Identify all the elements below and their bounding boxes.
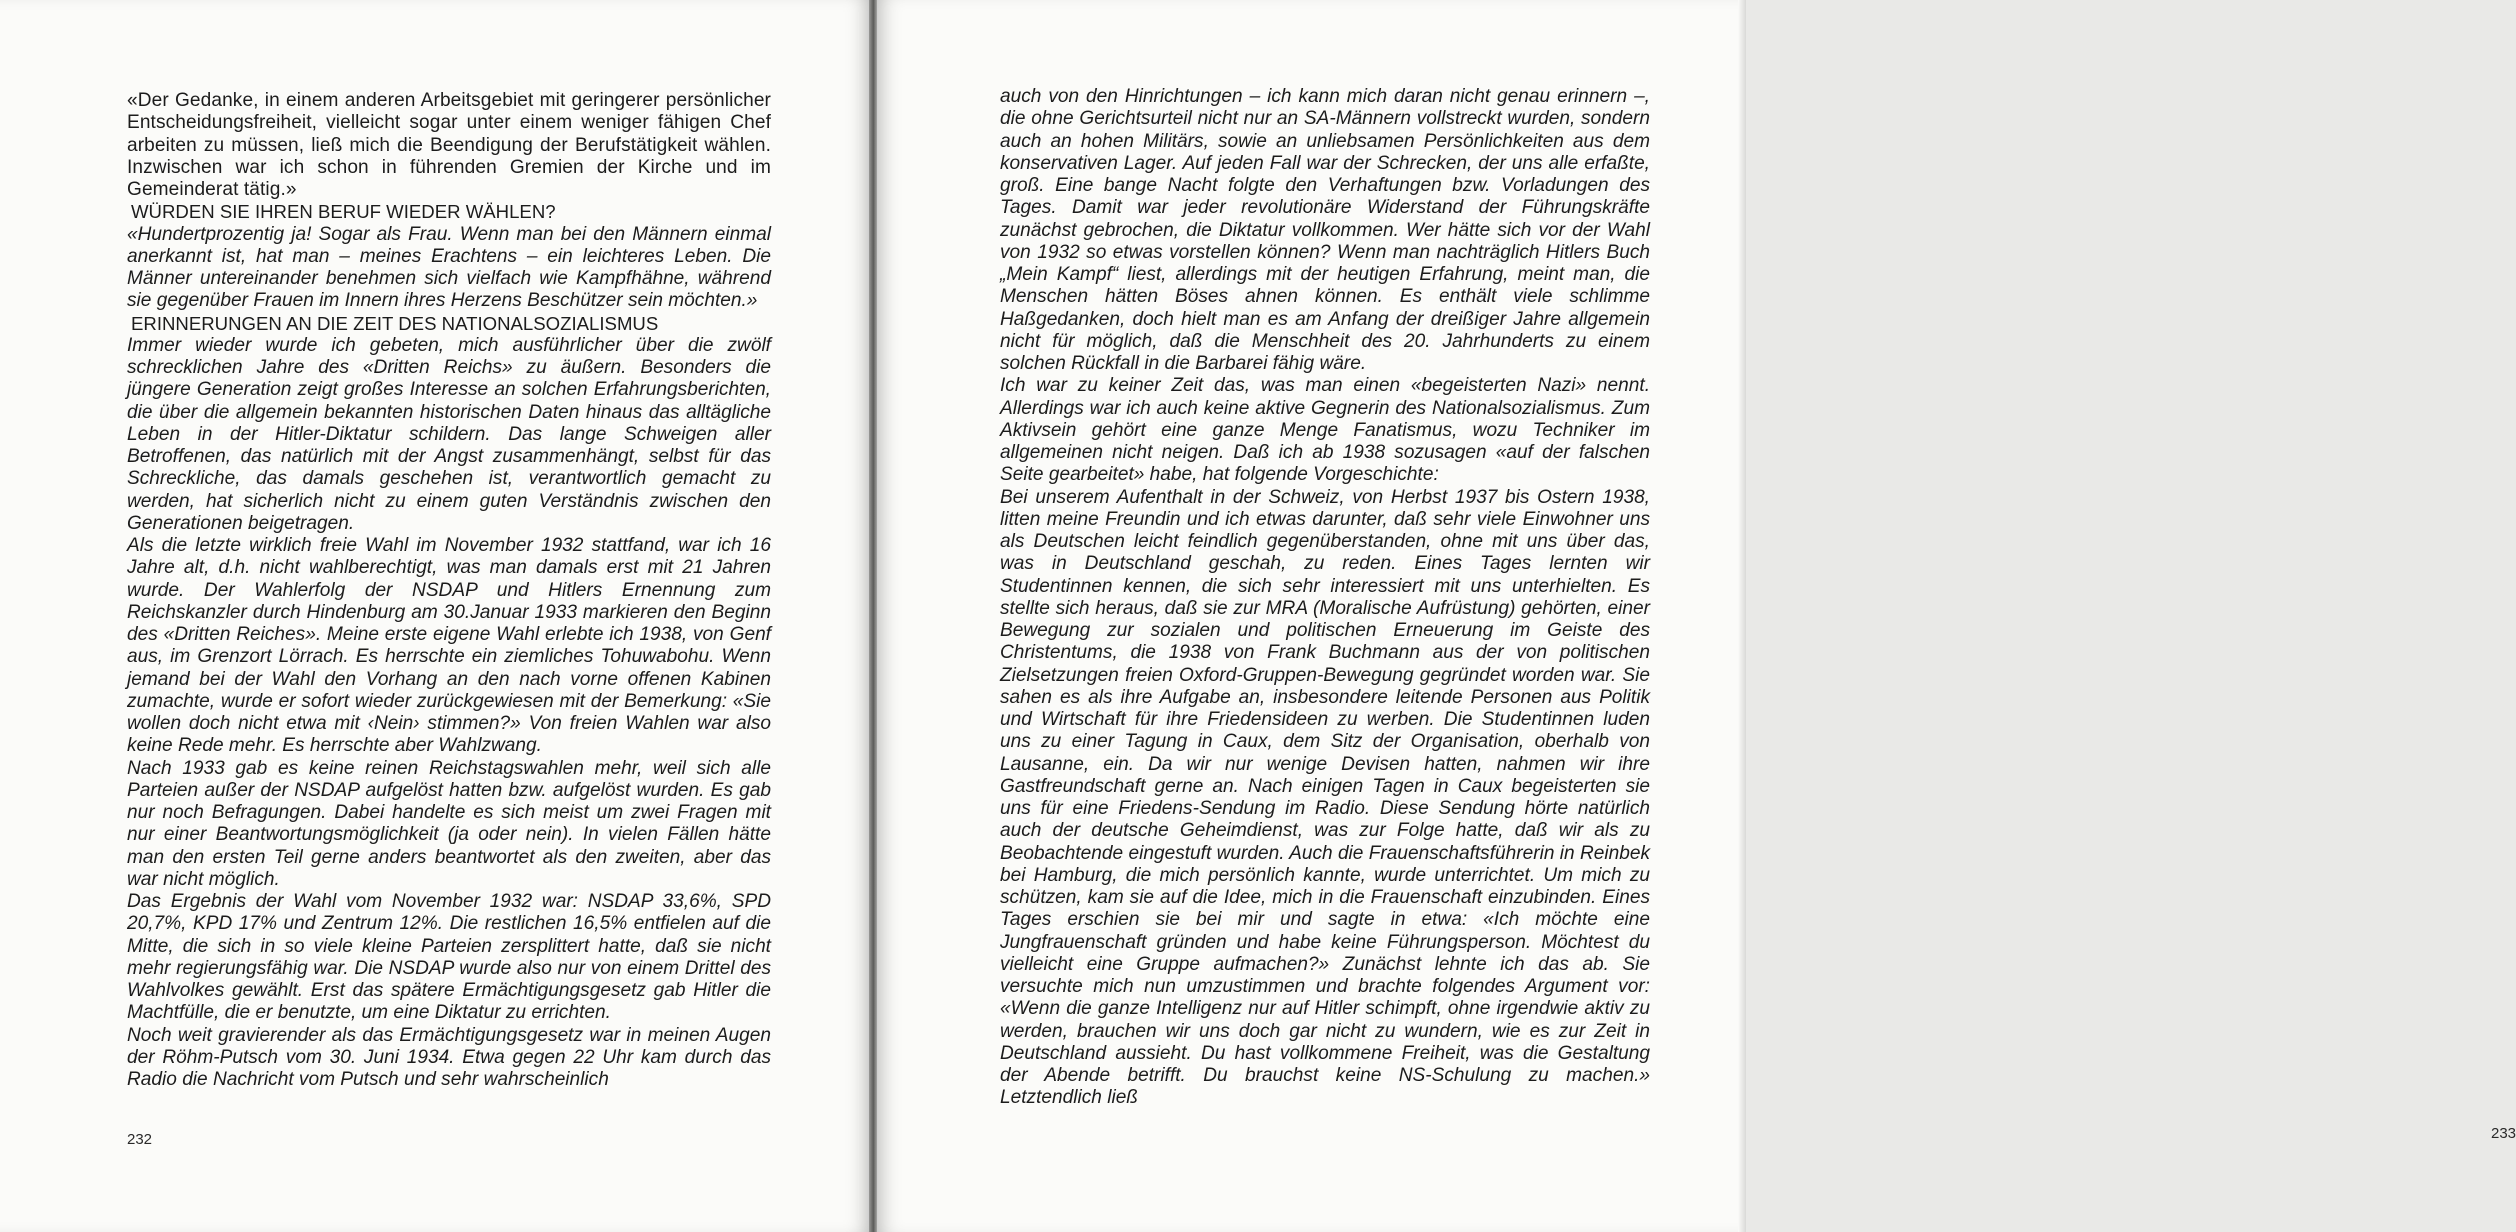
- body-paragraph: Nach 1933 gab es keine reinen Reichstagswahlen mehr, weil sich alle Parteien außer der NSDAP aufgelöst hatten bzw. aufgelöst wurden. Es gab nur noch Befragungen. Dabei handelte es sich meist um zwei Fragen mit nur einer Beantwortungsmöglichkeit (ja oder nein). In vielen Fällen hätte man den ersten Teil gerne anders beantwortet als den zweiten, aber das war nicht möglich.: [127, 757, 771, 890]
- answer-paragraph: «Hundertprozentig ja! Sogar als Frau. Wenn man bei den Männern einmal anerkannt ist, hat man – meines Erachtens – ein leichteres Leben. Die Männer untereinander benehmen sich vielfach wie Kampfhähne, während sie gegenüber Frauen im Innern ihres Herzens Beschützer sein möchten.»: [127, 223, 771, 312]
- section-heading-career: WÜRDEN SIE IHREN BERUF WIEDER WÄHLEN?: [131, 201, 556, 223]
- section-heading-national-socialism: ERINNERUNGEN AN DIE ZEIT DES NATIONALSOZIALISMUS: [131, 312, 659, 334]
- body-paragraph: Noch weit gravierender als das Ermächtigungsgesetz war in meinen Augen der Röhm-Putsch vom 30. Juni 1934. Etwa gegen 22 Uhr kam durch das Radio die Nachricht vom Putsch und sehr wahrscheinlich: [127, 1024, 771, 1090]
- intro-paragraph: «Der Gedanke, in einem anderen Arbeitsgebiet mit geringerer persönlicher Entscheidungsfreiheit, vielleicht sogar unter einem weniger fähigen Chef arbeiten zu müssen, ließ mich die Beendigung der Berufstätigkeit wählen. Inzwischen war ich schon in führenden Gremien der Kirche und im Gemeinderat tätig.»: [127, 90, 771, 200]
- left-page: [0, 0, 871, 1232]
- page-number-left: 232: [127, 1131, 153, 1148]
- page-edge: [1738, 0, 1746, 1232]
- page-number-right: 233: [2491, 1125, 2516, 1142]
- body-paragraph: Ich war zu keiner Zeit das, was man einen «begeisterten Nazi» nennt. Allerdings war ich auch keine aktive Gegnerin des Nationalsozialismus. Zum Aktivsein gehört eine ganze Menge Fanatismus, wozu Techniker im allgemeinen nicht neigen. Daß ich ab 1938 sozusagen «auf der falschen Seite gearbeitet» habe, hat folgende Vorgeschichte:: [1000, 375, 1650, 486]
- body-paragraph: Immer wieder wurde ich gebeten, mich ausführlicher über die zwölf schrecklichen Jahre des «Dritten Reichs» zu äußern. Besonders die jüngere Generation zeigt großes Interesse an solchen Erfahrungsberichten, die über die allgemein bekannten historischen Daten hinaus das alltägliche Leben in der Hitler-Diktatur schildern. Das lange Schweigen aller Betroffenen, das natürlich mit der Angst zusammenhängt, selbst für das Schreckliche, das damals geschehen ist, verantwortlich gemacht zu werden, hat sicherlich nicht zu einem guten Verständnis zwischen den Generationen beigetragen.: [127, 334, 771, 534]
- body-paragraph: Als die letzte wirklich freie Wahl im November 1932 stattfand, war ich 16 Jahre alt, d.h. nicht wahlberechtigt, was man damals erst mit 21 Jahren wurde. Der Wahlerfolg der NSDAP und Hitlers Ernennung zum Reichskanzler durch Hindenburg am 30.Januar 1933 markieren den Beginn des «Dritten Reiches». Meine erste eigene Wahl erlebte ich 1938, von Genf aus, im Grenzort Lörrach. Es herrschte ein ziemliches Tohuwabohu. Wenn jemand bei der Wahl den Vorhang an den nach vorne offenen Kabinen zumachte, wurde er sofort wieder zurückgewiesen mit der Bemerkung: «Sie wollen doch nicht etwa mit ‹Nein› stimmen?» Von freien Wahlen war also keine Rede mehr. Es herrschte aber Wahlzwang.: [127, 535, 771, 757]
- body-paragraph: auch von den Hinrichtungen – ich kann mich daran nicht genau erinnern –, die ohne Gerichtsurteil nicht nur an SA-Männern vollstreckt wurden, sondern auch an hohen Militärs, sowie an unliebsamen Persönlichkeiten aus dem konservativen Lager. Auf jeden Fall war der Schrecken, der uns alle erfaßte, groß. Eine bange Nacht folgte den Verhaftungen bzw. Vorladungen des Tages. Damit war jeder revolutionäre Widerstand der Führungskräfte zunächst gebrochen, die Diktatur vollkommen. Wer hätte sich vor der Wahl von 1932 so etwas vorstellen können? Wenn man nachträglich Hitlers Buch „Mein Kampf“ liest, allerdings mit der heutigen Erfahrung, meint man, die Menschen hätten Böses ahnen können. Es enthält viele schlimme Haßgedanken, doch hielt man es am Anfang der dreißiger Jahre allgemein nicht für möglich, daß die Menschheit des 20. Jahrhunderts zu einem solchen Rückfall in die Barbarei fähig wäre.: [1000, 86, 1650, 374]
- right-page-text: [1000, 86, 1650, 1110]
- left-page-text: [127, 90, 771, 1091]
- body-paragraph: Bei unserem Aufenthalt in der Schweiz, von Herbst 1937 bis Ostern 1938, litten meine Freundin und ich etwas darunter, daß sehr viele Einwohner uns als Deutschen leicht feindlich gegenüberstanden, ohne mit uns über das, was in Deutschland geschah, zu reden. Eines Tages lernten wir Studentinnen kennen, die sich sehr interessiert mit uns unterhielten. Es stellte sich heraus, daß sie zur MRA (Moralische Aufrüstung) gehörten, einer Bewegung zur sozialen und politischen Erneuerung im Geiste des Christentums, die 1938 von Frank Buchmann aus der von politischen Zielsetzungen freien Oxford-Gruppen-Bewegung gegründet worden war. Sie sahen es als ihre Aufgabe an, insbesondere leitende Personen aus Politik und Wirtschaft für ihre Friedensideen zu werben. Die Studentinnen luden uns zu einer Tagung in Caux, dem Sitz der Organisation, oberhalb von Lausanne, ein. Da wir nur wenige Devisen hatten, nahmen wir ihre Gastfreundschaft gerne an. Nach einigen Tagen in Caux begeisterten sie uns für eine Friedens-Sendung im Radio. Diese Sendung hörte natürlich auch der deutsche Geheimdienst, was zur Folge hatte, daß wir als zu Beobachtende eingestuft wurden. Auch die Frauenschaftsführerin in Reinbek bei Hamburg, die mich persönlich kannte, wurde unterrichtet. Um mich zu schützen, kam sie auf die Idee, mich in die Frauenschaft einzubinden. Eines Tages erschien sie bei mir und sagte in etwa: «Ich möchte eine Jungfrauenschaft gründen und habe keine Führungsperson. Möchtest du vielleicht eine Gruppe aufmachen?» Zunächst lehnte ich das ab. Sie versuchte mich nun umzustimmen und brachte folgendes Argument vor: «Wenn die ganze Intelligenz nur auf Hitler schimpft, ohne irgendwie aktiv zu werden, brauchen wir uns doch gar nicht zu wundern, wie es zur Zeit in Deutschland aussieht. Du hast vollkommene Freiheit, was die Gestaltung der Abende betrifft. Du brauchst keine NS-Schulung zu machen.» Letztendlich ließ: [1000, 486, 1650, 1109]
- body-paragraph: Das Ergebnis der Wahl vom November 1932 war: NSDAP 33,6%, SPD 20,7%, KPD 17% und Zentrum 12%. Die restlichen 16,5% entfielen auf die Mitte, die sich in so viele kleine Parteien zersplittert hatte, daß sie nicht mehr regierungsfähig war. Die NSDAP wurde also nur von einem Drittel des Wahlvolkes gewählt. Erst das spätere Ermächtigungsgesetz gab Hitler die Machtfülle, die er benutzte, um eine Diktatur zu errichten.: [127, 891, 771, 1024]
